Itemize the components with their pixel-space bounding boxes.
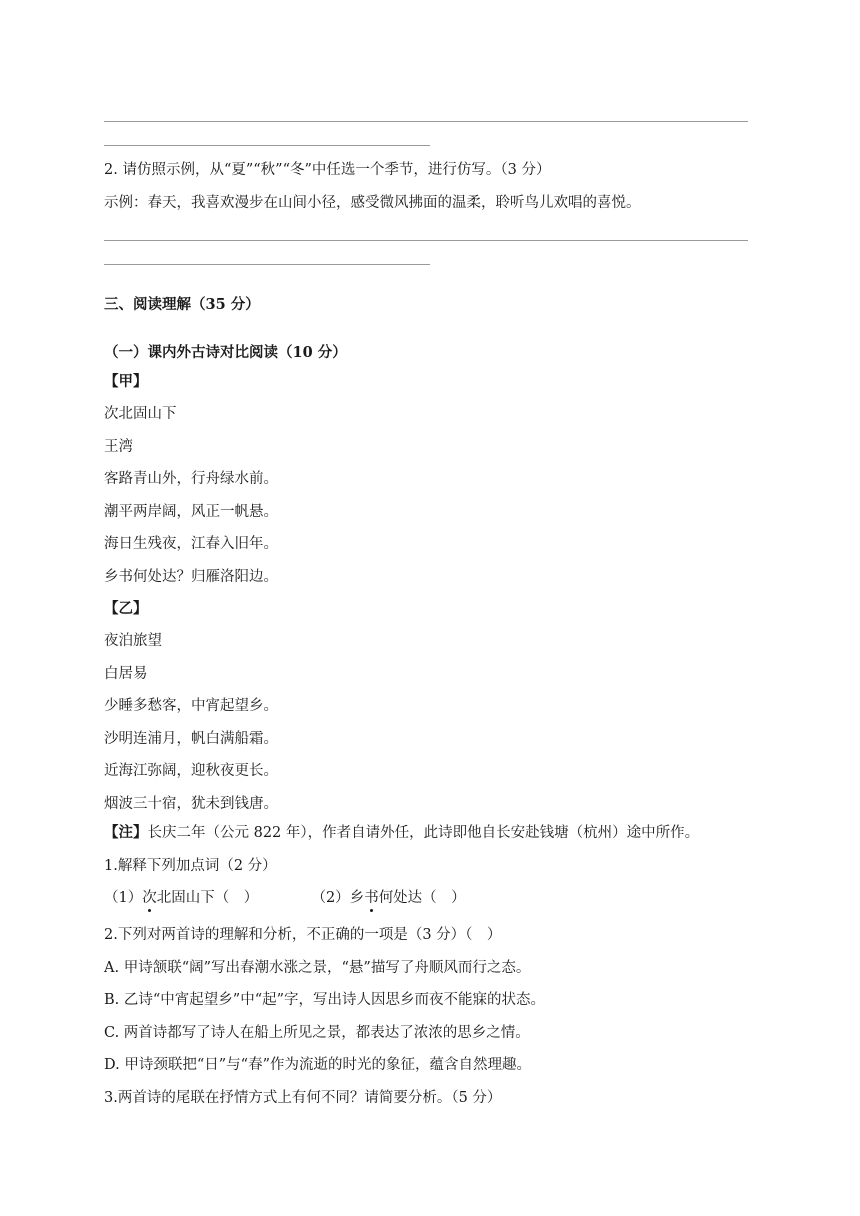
poem-b-line: 烟波三十宿，犹未到钱唐。 [104, 796, 278, 812]
q1-item1-prefix: （1） [104, 890, 143, 906]
question-2-example: 示例：春天，我喜欢漫步在山间小径，感受微风拂面的温柔，聆听鸟儿欢唱的喜悦。 [104, 195, 641, 211]
section-heading: 三、阅读理解（35 分） [104, 296, 260, 313]
subsection-heading: （一）课内外古诗对比阅读（10 分） [104, 344, 347, 361]
answer-line [104, 145, 430, 146]
poem-a-title: 次北固山下 [104, 406, 177, 422]
poem-a-line: 潮平两岸阔，风正一帆悬。 [104, 504, 278, 520]
q1-item2-suffix: 何处达（ ） [378, 890, 466, 906]
option-d: D. 甲诗颈联把“日”与“春”作为流逝的时光的象征，蕴含自然理趣。 [104, 1057, 531, 1073]
dotted-word: 书 [364, 890, 379, 906]
question-2-prompt: 2. 请仿照示例，从“夏”“秋”“冬”中任选一个季节，进行仿写。（3 分） [104, 162, 551, 178]
note-marker: 【注】 [104, 824, 148, 841]
answer-line [104, 121, 748, 122]
poem-a-line: 海日生残夜，江春入旧年。 [104, 536, 278, 552]
question-3-prompt: 3.两首诗的尾联在抒情方式上有何不同？请简要分析。（5 分） [104, 1090, 502, 1106]
question-1-items [104, 888, 466, 908]
answer-line [104, 264, 430, 265]
poem-b-line: 少睡多愁客，中宵起望乡。 [104, 698, 278, 714]
note-text: 长庆二年（公元 822 年），作者自请外任，此诗即他自长安赴钱塘（杭州）途中所作。 [147, 825, 700, 841]
poem-a-marker: 【甲】 [104, 373, 148, 390]
answer-line [104, 240, 748, 241]
poem-b-line: 沙明连浦月，帆白满船霜。 [104, 731, 278, 747]
q1-item2 [311, 890, 465, 906]
poem-a-author: 王湾 [104, 439, 133, 455]
poem-note [104, 823, 699, 843]
poem-b-author: 白居易 [104, 666, 148, 682]
option-c: C. 两首诗都写了诗人在船上所见之景，都表达了浓浓的思乡之情。 [104, 1025, 530, 1041]
option-a: A. 甲诗颔联“阔”写出春潮水涨之景，“悬”描写了舟顺风而行之态。 [104, 960, 531, 976]
poem-a-line: 客路青山外，行舟绿水前。 [104, 471, 278, 487]
q1-item1-suffix: 北固山下（ ） [156, 890, 259, 906]
q1-item2-prefix: （2）乡 [311, 890, 365, 906]
option-b: B. 乙诗“中宵起望乡”中“起”字，写出诗人因思乡而夜不能寐的状态。 [104, 992, 546, 1008]
poem-b-line: 近海江弥阔，迎秋夜更长。 [104, 763, 278, 779]
poem-b-title: 夜泊旅望 [104, 633, 162, 649]
question-2-mc-prompt: 2.下列对两首诗的理解和分析，不正确的一项是（3 分）（ ） [104, 927, 502, 943]
poem-b-marker: 【乙】 [104, 600, 148, 617]
q1-item1 [104, 890, 258, 906]
dotted-word: 次 [142, 890, 157, 906]
poem-a-line: 乡书何处达？归雁洛阳边。 [104, 569, 278, 585]
question-1-prompt: 1.解释下列加点词（2 分） [104, 858, 277, 874]
